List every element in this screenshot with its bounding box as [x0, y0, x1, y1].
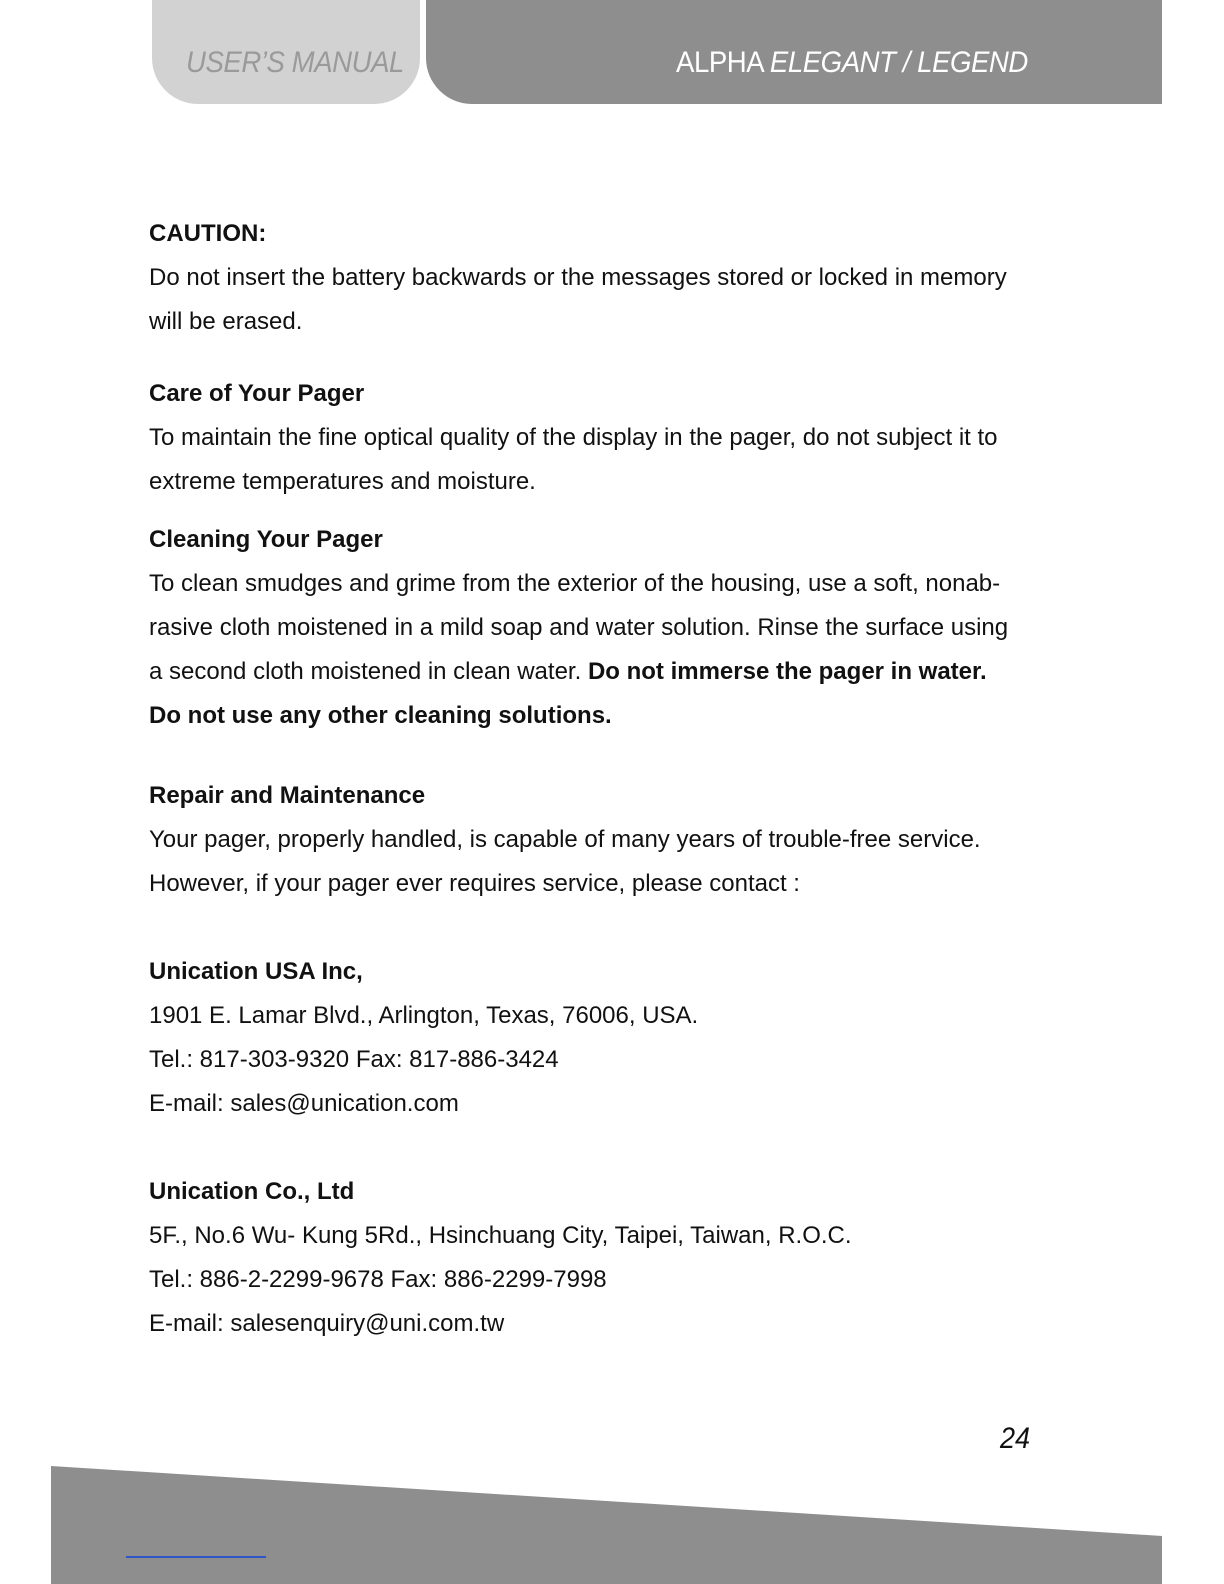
caution-line: Do not insert the battery backwards or the messages stored or locked in memory — [149, 264, 1007, 291]
cleaning-line: rasive cloth moistened in a mild soap and water solution. Rinse the surface using — [149, 614, 1009, 641]
cleaning-line-text: a second cloth moistened in clean water. — [149, 658, 588, 685]
repair-line: However, if your pager ever requires service, please contact : — [149, 870, 800, 897]
product-brand: ALPHA — [676, 46, 770, 79]
contact-usa-name: Unication USA Inc, — [149, 958, 363, 985]
care-line: To maintain the fine optical quality of the display in the pager, do not subject it to — [149, 424, 998, 451]
cleaning-heading: Cleaning Your Pager — [149, 526, 383, 553]
header-product-title — [676, 46, 1028, 80]
caution-line: will be erased. — [149, 308, 303, 335]
cleaning-warning-line: Do not use any other cleaning solutions. — [149, 702, 612, 729]
page-number: 24 — [1000, 1422, 1031, 1455]
contact-usa-email: E-mail: sales@unication.com — [149, 1090, 459, 1117]
contact-usa-address: 1901 E. Lamar Blvd., Arlington, Texas, 76006, USA. — [149, 1002, 699, 1029]
footer-shape — [51, 1466, 1162, 1584]
contact-usa-phone: Tel.: 817-303-9320 Fax: 817-886-3424 — [149, 1046, 559, 1073]
cleaning-warning: Do not immerse the pager in water. — [587, 658, 987, 685]
contact-taiwan-phone: Tel.: 886-2-2299-9678 Fax: 886-2299-7998 — [149, 1266, 607, 1293]
cleaning-line: To clean smudges and grime from the exterior of the housing, use a soft, nonab- — [149, 570, 1001, 597]
repair-line: Your pager, properly handled, is capable of many years of trouble-free service. — [149, 826, 981, 853]
footer-band — [0, 1460, 1224, 1584]
caution-heading: CAUTION: — [149, 220, 267, 247]
page-content — [149, 212, 1069, 1346]
footer-link-underline[interactable] — [126, 1556, 266, 1558]
contact-taiwan-email: E-mail: salesenquiry@uni.com.tw — [149, 1310, 505, 1337]
care-line: extreme temperatures and moisture. — [149, 468, 536, 495]
header-manual-label: USER’S MANUAL — [186, 46, 404, 79]
repair-heading: Repair and Maintenance — [149, 782, 426, 809]
contact-taiwan-address: 5F., No.6 Wu- Kung 5Rd., Hsinchuang City, Taipei, Taiwan, R.O.C. — [149, 1222, 852, 1249]
cleaning-line — [149, 650, 1069, 694]
product-model: ELEGANT / LEGEND — [769, 46, 1028, 79]
care-heading: Care of Your Pager — [149, 380, 365, 407]
contact-taiwan-name: Unication Co., Ltd — [149, 1178, 355, 1205]
